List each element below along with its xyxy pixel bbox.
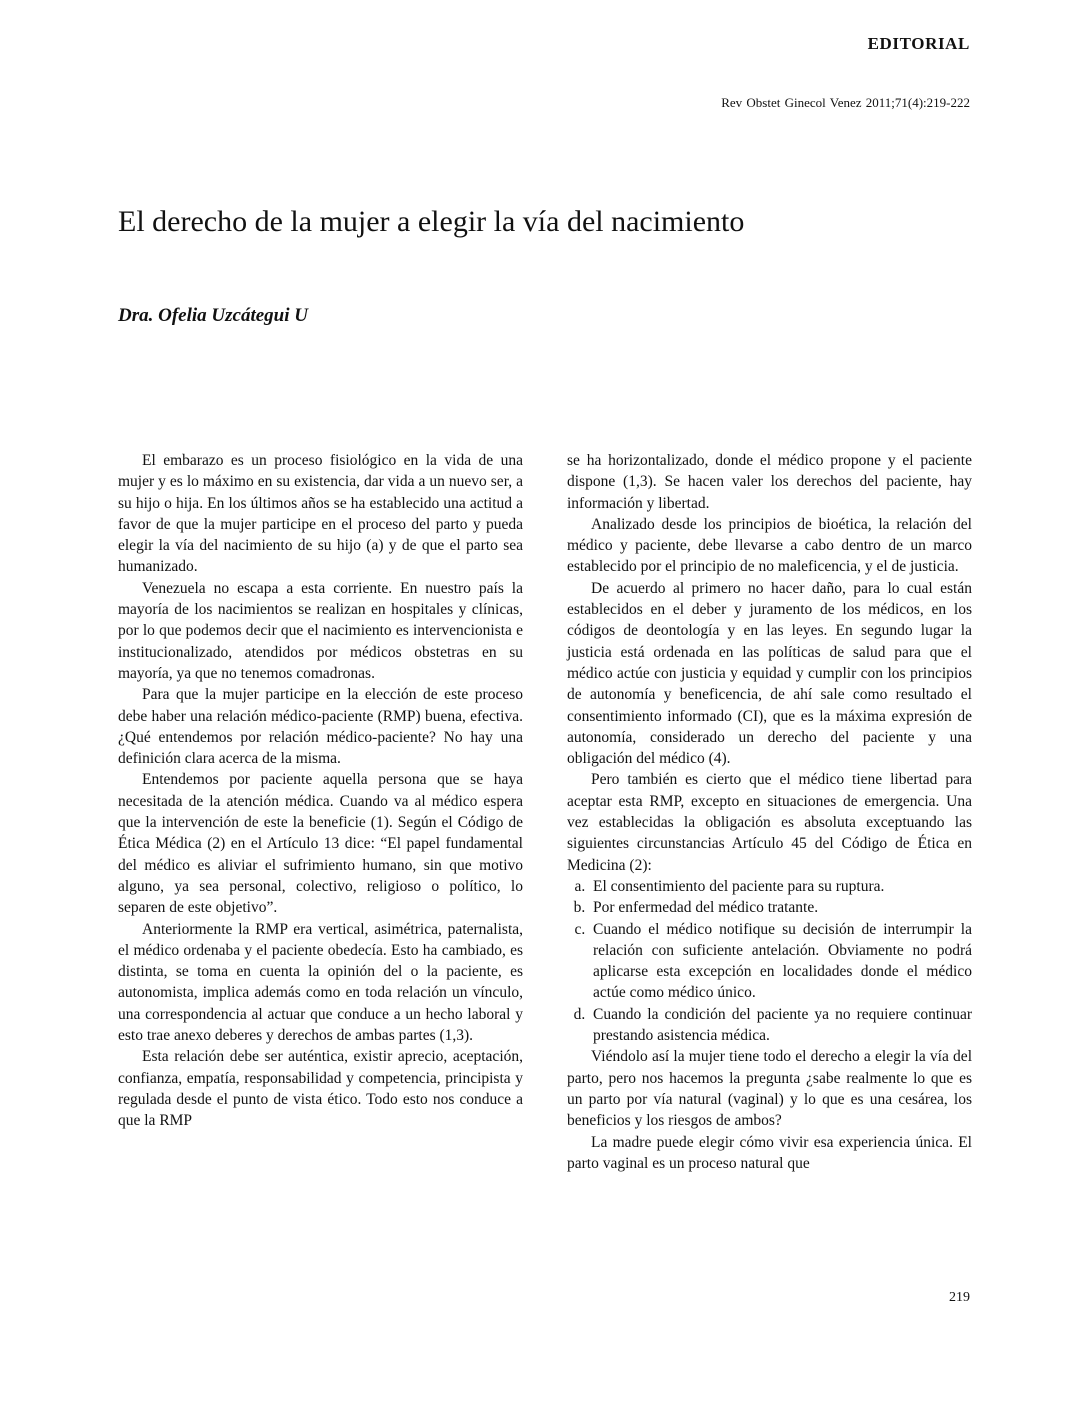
body-paragraph: Entendemos por paciente aquella persona que se haya necesitada de la atención médica. Cuando va al médico espera que la intervención de este la beneficie (1). Según el Código de Ética Médica (2) en el Artículo 13 dice: “El papel fundamental del médico es aliviar el sufrimiento humano, sin que motivo alguno, ya sea personal, colectivo, religioso o político, lo separen de este objetivo”. xyxy=(118,771,523,917)
body-paragraph: Anteriormente la RMP era vertical, asimétrica, paternalista, el médico ordenaba y el paciente obedecía. Esto ha cambiado, es distinta, se toma en cuenta la opinión del o la paciente, es autonomista, implica además como en toda relación un vínculo, una correspondencia al actuar que conduce a un hecho laboral y esto trae anexo deberes y derechos de ambas partes (1,3). xyxy=(118,920,523,1045)
list-item: d. Cuando la condición del paciente ya no requiere continuar prestando asistencia médica. xyxy=(593,1004,972,1047)
page-number: 219 xyxy=(949,1290,970,1305)
body-paragraph: Viéndolo así la mujer tiene todo el derecho a elegir la vía del parto, pero nos hacemos la pregunta ¿sabe realmente lo que es un parto por vía natural (vaginal) y lo que es una cesárea, los beneficios y los riesgos de ambos? xyxy=(567,1048,972,1130)
list-item: a. El consentimiento del paciente para su ruptura. xyxy=(593,876,972,897)
exceptions-list xyxy=(567,876,972,1046)
body-paragraph: Pero también es cierto que el médico tiene libertad para aceptar esta RMP, excepto en situaciones de emergencia. Una vez establecidas la obligación es absoluta exceptuando las siguientes circunstancias Artículo 45 del Código de Ética en Medicina (2): xyxy=(567,771,972,874)
body-paragraph: Venezuela no escapa a esta corriente. En nuestro país la mayoría de los nacimientos se realizan en hospitales y clínicas, por lo que podemos decir que el nacimiento es intervencionista e institucionalizado, atendidos por médicos obstetras en su mayoría, ya que no tenemos comadronas. xyxy=(118,579,523,682)
section-label: EDITORIAL xyxy=(867,34,970,53)
right-column xyxy=(567,450,972,1174)
list-item: b. Por enfermedad del médico tratante. xyxy=(593,897,972,918)
body-paragraph-continuation: se ha horizontalizado, donde el médico propone y el paciente dispone (1,3). Se hacen valer los derechos del paciente, hay información y libertad. xyxy=(567,452,972,512)
body-paragraph: De acuerdo al primero no hacer daño, para lo cual están establecidos en el deber y juramento de los médicos, en los códigos de deontología y en las leyes. En segundo lugar la justicia está ordenada en las políticas de salud para que el médico actúe con justicia y equidad y cumplir con los principios de autonomía y beneficencia, de ahí sale como resultado el consentimiento informado (CI), que es la máxima expresión de autonomía, considerado un derecho del paciente y una obligación del médico (4). xyxy=(567,579,972,768)
body-paragraph: Para que la mujer participe en la elección de este proceso debe haber una relación médico-paciente (RMP) buena, efectiva. ¿Qué entendemos por relación médico-paciente? No hay una definición clara acerca de la misma. xyxy=(118,686,523,768)
body-paragraph: Analizado desde los principios de bioética, la relación del médico y paciente, debe llevarse a cabo dentro de un marco establecido por el principio de no maleficencia, y el de justicia. xyxy=(567,515,972,576)
left-column xyxy=(118,450,523,1132)
body-paragraph: Esta relación debe ser auténtica, existir aprecio, aceptación, confianza, empatía, responsabilidad y competencia, principista y regulada desde el punto de vista ético. Todo esto nos conduce a que la RMP xyxy=(118,1048,523,1130)
article-author: Dra. Ofelia Uzcátegui U xyxy=(118,305,308,326)
list-item: c. Cuando el médico notifique su decisión de interrumpir la relación con suficiente antelación. Obviamente no podrá aplicarse esta excepción en localidades donde el médico actúe como médico único. xyxy=(593,919,972,1004)
body-paragraph: La madre puede elegir cómo vivir esa experiencia única. El parto vaginal es un proceso natural que xyxy=(567,1133,972,1172)
journal-citation: Rev Obstet Ginecol Venez 2011;71(4):219-222 xyxy=(721,95,970,110)
body-paragraph: El embarazo es un proceso fisiológico en la vida de una mujer y es lo máximo en su existencia, dar vida a un nuevo ser, a su hijo o hija. En los últimos años se ha establecido una actitud a favor de que la mujer participe en el proceso del parto y pueda elegir la vía del nacimiento de su hijo (a) y de que el parto sea humanizado. xyxy=(118,452,523,576)
article-title: El derecho de la mujer a elegir la vía del nacimiento xyxy=(118,205,745,238)
